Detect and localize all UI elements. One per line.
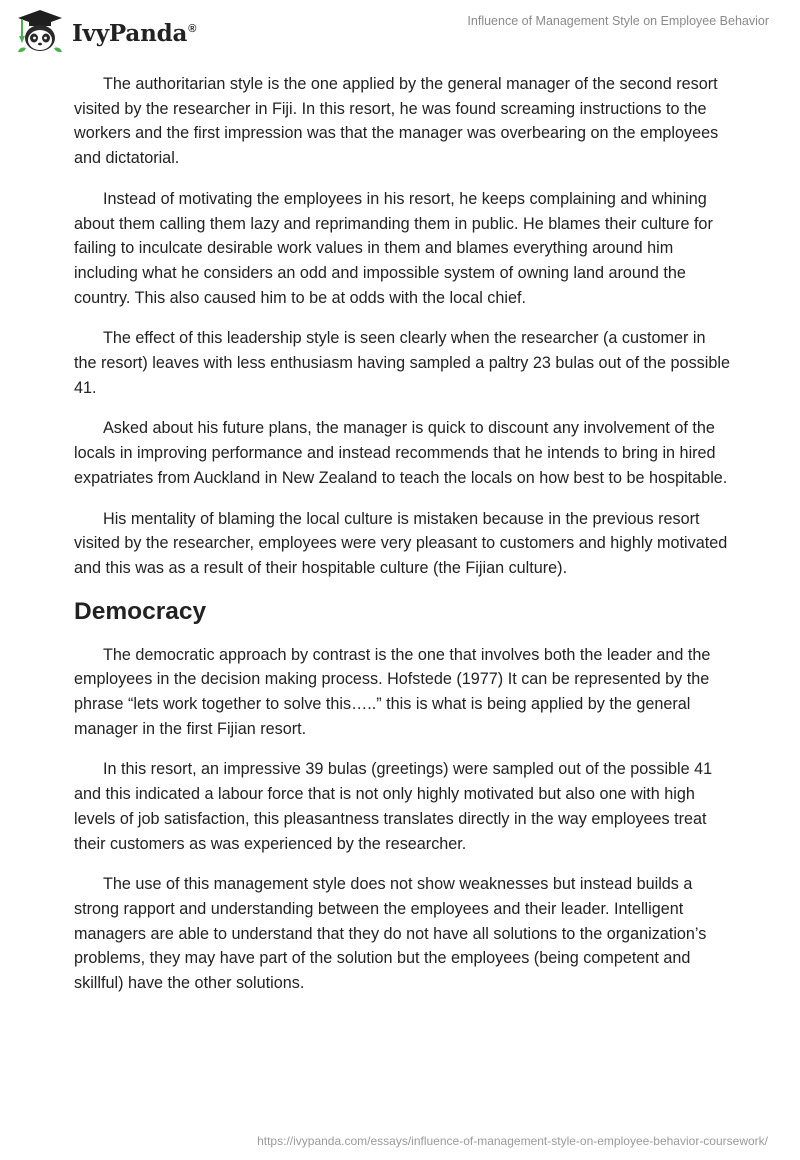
paragraph: The use of this management style does not show weaknesses but instead builds a strong rapport and understanding between the employees and their leader. Intelligent managers are able to understand that they do not have all solutions to the organization’s problems, they may have part of the solution but the employees (being competent and skillful) have the other solutions. [74, 875, 707, 993]
paragraph: In this resort, an impressive 39 bulas (greetings) were sampled out of the possible 41 and this indicated a labour force that is not only highly motivated but also one with high levels of job satisfaction, this pleasantness translates directly in the way employees treat their customers as was experienced by the researcher. [74, 760, 713, 853]
panda-graduate-icon [14, 8, 66, 54]
source-url[interactable]: https://ivypanda.com/essays/influence-of-management-style-on-employee-behavior-coursework/ [257, 1134, 768, 1148]
essay-content [74, 72, 730, 1012]
paragraph: The authoritarian style is the one applied by the general manager of the second resort visited by the researcher in Fiji. In this resort, he was found screaming instructions to the workers and the first impression was that the manager was overbearing on the employees and dictatorial. [74, 75, 719, 168]
paragraph: His mentality of blaming the local culture is mistaken because in the previous resort visited by the researcher, employees were very pleasant to customers and highly motivated and this was as a result of their hospitable culture (the Fijian culture). [74, 509, 728, 577]
paragraph: The effect of this leadership style is seen clearly when the researcher (a customer in the resort) leaves with less enthusiasm having sampled a paltry 23 bulas out of the possible 41. [74, 329, 730, 397]
document-title: Influence of Management Style on Employee Behavior [467, 14, 769, 28]
page-header [0, 0, 800, 62]
paragraph: Asked about his future plans, the manager is quick to discount any involvement of the locals in improving performance and instead recommends that he intends to bring in hired expatriates from Auckland in New Zealand to teach the locals on how best to be hospitable. [74, 419, 728, 487]
paragraph: The democratic approach by contrast is the one that involves both the leader and the employees in the decision making process. Hofstede (1977) It can be represented by the phrase “lets work together to solve this…..” this is what is being applied by the general manager in the first Fijian resort. [74, 645, 711, 738]
brand-name: IvyPanda® [72, 19, 197, 47]
ivypanda-logo[interactable] [14, 8, 196, 54]
section-heading: Democracy [74, 597, 207, 625]
paragraph: Instead of motivating the employees in his resort, he keeps complaining and whining about them calling them lazy and reprimanding them in public. He blames their culture for failing to inculcate desirable work values in them and blames everything around him including what he considers an odd and impossible system of owning land around the country. This also caused him to be at odds with the local chief. [74, 189, 713, 307]
